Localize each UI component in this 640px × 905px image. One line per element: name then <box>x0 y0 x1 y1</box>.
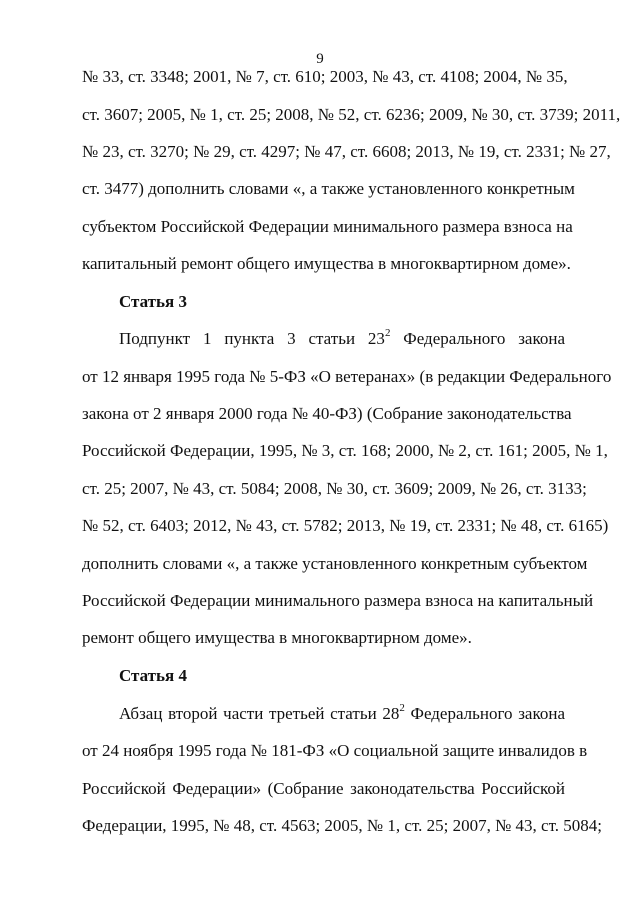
superscript: 2 <box>399 702 405 715</box>
body-line: № 33, ст. 3348; 2001, № 7, ст. 610; 2003, № 43, ст. 4108; 2004, № 35, <box>82 67 568 86</box>
body-line: № 23, ст. 3270; № 29, ст. 4297; № 47, ст. 6608; 2013, № 19, ст. 2331; № 27, <box>82 142 611 161</box>
body-line: от 12 января 1995 года № 5-ФЗ «О ветеранах» (в редакции Федерального <box>82 367 612 386</box>
article-3-first-line-text: Подпункт 1 пункта 3 статьи 23 <box>119 329 385 348</box>
article-3-first-line <box>119 328 565 350</box>
body-line: ст. 25; 2007, № 43, ст. 5084; 2008, № 30, ст. 3609; 2009, № 26, ст. 3133; <box>82 479 587 498</box>
article-3-first-line-tail: Федерального закона <box>390 329 566 348</box>
body-line: Российской Федерации» (Собрание законодательства Российской <box>82 779 565 798</box>
body-line: от 24 ноября 1995 года № 181-ФЗ «О социальной защите инвалидов в <box>82 741 588 760</box>
body-line: субъектом Российской Федерации минимального размера взноса на <box>82 217 573 236</box>
article-4-first-line-tail: Федерального закона <box>404 704 565 723</box>
body-line: закона от 2 января 2000 года № 40-ФЗ) (Собрание законодательства <box>82 404 572 423</box>
article-4-heading: Статья 4 <box>119 666 187 685</box>
article-4-first-line-text: Абзац второй части третьей статьи 28 <box>119 704 400 723</box>
body-line: капитальный ремонт общего имущества в многоквартирном доме». <box>82 254 571 273</box>
body-line: ст. 3477) дополнить словами «, а также установленного конкретным <box>82 179 575 198</box>
article-4-first-line <box>119 703 565 725</box>
body-line: дополнить словами «, а также установленного конкретным субъектом <box>82 554 588 573</box>
body-line: Российской Федерации, 1995, № 3, ст. 168; 2000, № 2, ст. 161; 2005, № 1, <box>82 441 608 460</box>
body-line: Российской Федерации минимального размера взноса на капитальный <box>82 591 594 610</box>
body-line: ремонт общего имущества в многоквартирном доме». <box>82 628 472 647</box>
body-line: ст. 3607; 2005, № 1, ст. 25; 2008, № 52, ст. 6236; 2009, № 30, ст. 3739; 2011, <box>82 105 621 124</box>
article-3-heading: Статья 3 <box>119 292 187 311</box>
page-number: 9 <box>316 51 324 67</box>
body-line: Федерации, 1995, № 48, ст. 4563; 2005, № 1, ст. 25; 2007, № 43, ст. 5084; <box>82 816 602 835</box>
superscript: 2 <box>384 327 391 340</box>
body-line: № 52, ст. 6403; 2012, № 43, ст. 5782; 2013, № 19, ст. 2331; № 48, ст. 6165) <box>82 516 609 535</box>
